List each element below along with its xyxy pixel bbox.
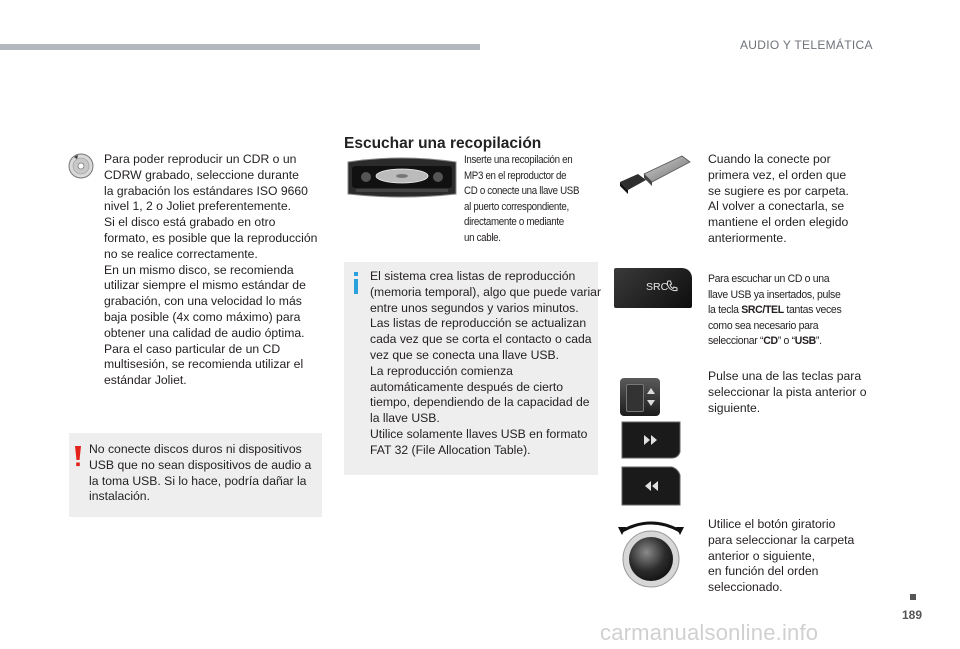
info-icon — [352, 272, 360, 294]
warning-icon — [74, 446, 82, 468]
header-bar — [0, 44, 480, 50]
phone-icon — [666, 279, 678, 297]
cd-icon — [68, 153, 94, 179]
usb-stick-icon — [616, 152, 692, 198]
up-down-arrows-icon — [646, 387, 656, 412]
info-text: El sistema crea listas de reproducción (memoria temporal), algo que puede variar entre unos segundos y varios minutos. Las listas de reproducción se actualizan cada vez que se corta el contacto o cada vez que se conecta una llave USB. La reproducción comienza automáticamente después de cierto tiempo, dependiendo de la capacidad de la llave USB. Utilice solamente llaves USB en formato FAT 32 (File Allocation Table). — [370, 269, 601, 457]
section-title: Escuchar una recopilación — [344, 135, 542, 152]
cd-format-note: Para poder reproducir un CDR o un CDRW grabado, seleccione durante la grabación los estándares ISO 9660 nivel 1, 2 o Joliet preferentemente. Si el disco está grabado en otro formato, es posible que la reproducción no se realice correctamente. En un mismo disco, se recomienda utilizar siempre el mismo estándar de grabación, con una velocidad lo más baja posible (4x como máximo) para obtener una calidad de audio óptima. Para el caso particular de un CD multisesión, se recomienda utilizar el estándar Joliet. — [104, 152, 318, 388]
watermark: carmanualsonline.info — [600, 620, 819, 645]
page-marker — [910, 594, 916, 600]
src-instructions: Para escuchar un CD o una llave USB ya insertados, pulse la tecla SRC/TEL tantas veces como sea necesario para seleccionar “CD” o “USB”. — [708, 273, 842, 348]
rotary-knob[interactable] — [616, 517, 686, 589]
src-tel-button[interactable] — [614, 268, 692, 308]
usb-connect-text: Cuando la conecte por primera vez, el orden que se sugiere es por carpeta. Al volver a conectarla, se mantiene el orden elegido anteriormente. — [708, 152, 849, 245]
cd-player-illustration — [346, 156, 458, 198]
section-header: AUDIO Y TELEMÁTICA — [740, 38, 873, 52]
src-button-label: SRC — [646, 281, 669, 293]
rotary-text: Utilice el botón giratorio para seleccionar la carpeta anterior o siguiente, en función del orden seleccionado. — [708, 517, 855, 595]
insert-instructions: Inserte una recopilación en MP3 en el reproductor de CD o conecte una llave USB al puerto correspondiente, directamente o mediante un cable. — [464, 154, 580, 244]
previous-track-button[interactable] — [620, 465, 682, 507]
next-track-button[interactable] — [620, 420, 682, 460]
warning-text: No conecte discos duros ni dispositivos USB que no sean dispositivos de audio a la toma USB. Si lo hace, podría dañar la instalación. — [89, 442, 312, 504]
track-select-text: Pulse una de las teclas para seleccionar la pista anterior o siguiente. — [708, 369, 867, 415]
steering-scroll-wheel — [626, 384, 644, 412]
steering-track-button[interactable] — [620, 378, 660, 416]
page-number: 189 — [902, 608, 923, 622]
